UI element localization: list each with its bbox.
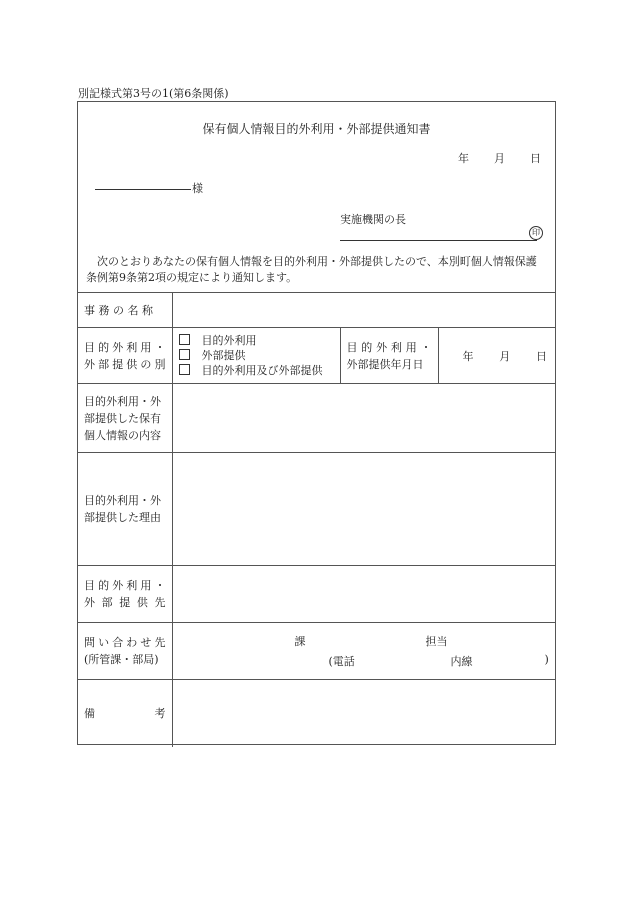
provision-date-label: 目的外利用・ 外部提供年月日 [340,328,438,384]
recipient-field[interactable] [172,566,555,623]
inquiry-section: 課 [294,635,306,648]
option-external-provision[interactable]: 外部提供 [179,348,334,363]
remarks-field[interactable] [172,680,555,747]
date-year: 年 [462,349,474,363]
issuer-label: 実施機関の長 [340,213,406,226]
inquiry-label: 問い合わせ先 (所管課・部局) [78,623,172,680]
header-date-day: 日 [530,152,541,165]
option-internal-use[interactable]: 目的外利用 [179,333,334,348]
issuer-signature-line[interactable] [340,240,537,241]
table-row [78,328,555,384]
content-field[interactable] [172,384,555,453]
category-options [172,328,340,384]
reason-field[interactable] [172,453,555,566]
form-table [78,292,555,747]
content-label: 目的外利用・外 部提供した保有 個人情報の内容 [78,384,172,453]
table-row [78,293,555,328]
notice-body-text: 次のとおりあなたの保有個人情報を目的外利用・外部提供したので、本別町個人情報保護条例第9条第2項の規定により通知します。 [86,255,537,284]
document-title: 保有個人情報目的外利用・外部提供通知書 [202,122,431,136]
form-caption: 別記様式第3号の1(第6条関係) [78,87,229,100]
inquiry-close: ) [544,653,549,666]
office-name-label: 事 務 の 名 称 [78,293,172,328]
inquiry-extension: 内線 [450,655,473,668]
header-date-year: 年 [458,152,469,165]
remarks-label: 備 考 [78,680,172,747]
seal-mark-icon: 印 [529,226,543,240]
checkbox-icon[interactable] [179,349,190,360]
date-day: 日 [536,349,548,363]
option-both[interactable]: 目的外利用及び外部提供 [179,363,334,378]
checkbox-icon[interactable] [179,364,190,375]
addressee-blank[interactable] [95,188,191,190]
office-name-field[interactable] [172,293,555,328]
inquiry-person: 担当 [425,635,448,648]
date-month: 月 [499,349,511,363]
reason-label: 目的外利用・外 部提供した理由 [78,453,172,566]
provision-date-field[interactable] [438,328,555,384]
inquiry-phone: (電話 [328,655,355,668]
header-date-month: 月 [494,152,505,165]
inquiry-field[interactable] [172,623,555,680]
table-row [78,680,555,747]
addressee-suffix: 様 [192,182,203,195]
form-frame [77,101,556,745]
table-row [78,384,555,453]
table-row [78,623,555,680]
form-header [78,102,555,292]
table-row [78,566,555,623]
checkbox-icon[interactable] [179,334,190,345]
recipient-label: 目的外利用・ 外 部 提 供 先 [78,566,172,623]
category-label: 目的外利用・ 外部提供の別 [78,328,172,384]
table-row [78,453,555,566]
